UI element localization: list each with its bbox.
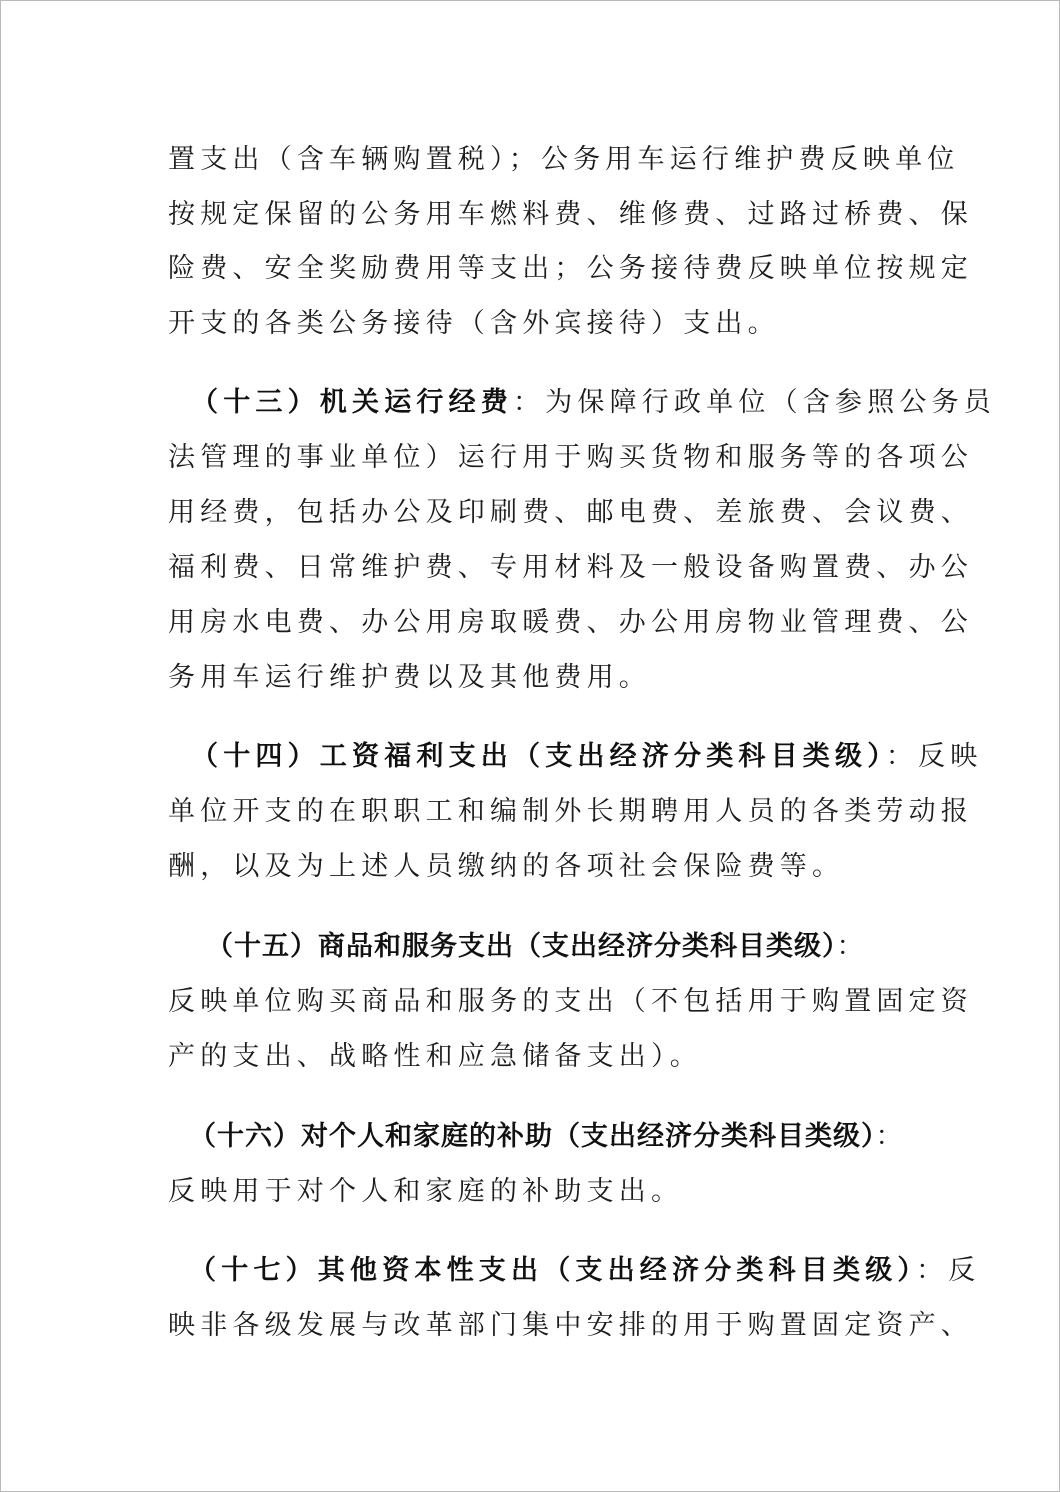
text-line: 单位开支的在职职工和编制外长期聘用人员的各类劳动报 [168, 796, 973, 827]
text-line: 反映单位购买商品和服务的支出（不包括用于购置固定资 [168, 986, 973, 1017]
text-line: 法管理的事业单位）运行用于购买货物和服务等的各项公 [168, 442, 973, 473]
text-line: 务用车运行维护费以及其他费用。 [168, 662, 651, 693]
section-14-first-line [191, 739, 983, 775]
section-14-heading: （十四）工资福利支出（支出经济分类科目类级） [191, 741, 886, 772]
text-line: 映非各级发展与改革部门集中安排的用于购置固定资产、 [168, 1310, 973, 1341]
section-14-text: ：反映 [885, 741, 983, 772]
section-13-first-line [191, 385, 996, 421]
section-17-first-line [189, 1253, 981, 1289]
text-line: 开支的各类公务接待（含外宾接待）支出。 [168, 308, 780, 339]
text-line: 按规定保留的公务用车燃料费、维修费、过路过桥费、保 [168, 199, 973, 230]
text-line: 置支出（含车辆购置税）；公务用车运行维护费反映单位 [168, 144, 960, 175]
text-line: 产的支出、战略性和应急储备支出）。 [168, 1041, 702, 1072]
section-15-text: ： [836, 931, 869, 962]
section-17-heading: （十七）其他资本性支出（支出经济分类科目类级） [189, 1255, 917, 1286]
text-line: 酬，以及为上述人员缴纳的各项社会保险费等。 [168, 851, 845, 882]
text-line: 反映用于对个人和家庭的补助支出。 [168, 1176, 684, 1207]
section-15-first-line [206, 929, 869, 965]
section-13-heading: （十三）机关运行经费 [191, 387, 513, 418]
text-line: 用房水电费、办公用房取暖费、办公用房物业管理费、公 [168, 607, 973, 638]
section-16-text: ： [875, 1121, 908, 1152]
text-line: 险费、安全奖励费用等支出；公务接待费反映单位按规定 [168, 253, 973, 284]
section-16-heading: （十六）对个人和家庭的补助（支出经济分类科目类级） [189, 1121, 876, 1152]
text-line: 用经费，包括办公及印刷费、邮电费、差旅费、会议费、 [168, 497, 973, 528]
section-13-text: ：为保障行政单位（含参照公务员 [513, 387, 996, 418]
section-17-text: ：反 [916, 1255, 981, 1286]
text-line: 福利费、日常维护费、专用材料及一般设备购置费、办公 [168, 552, 973, 583]
section-16-first-line [189, 1119, 908, 1155]
section-15-heading: （十五）商品和服务支出（支出经济分类科目类级） [206, 931, 837, 962]
